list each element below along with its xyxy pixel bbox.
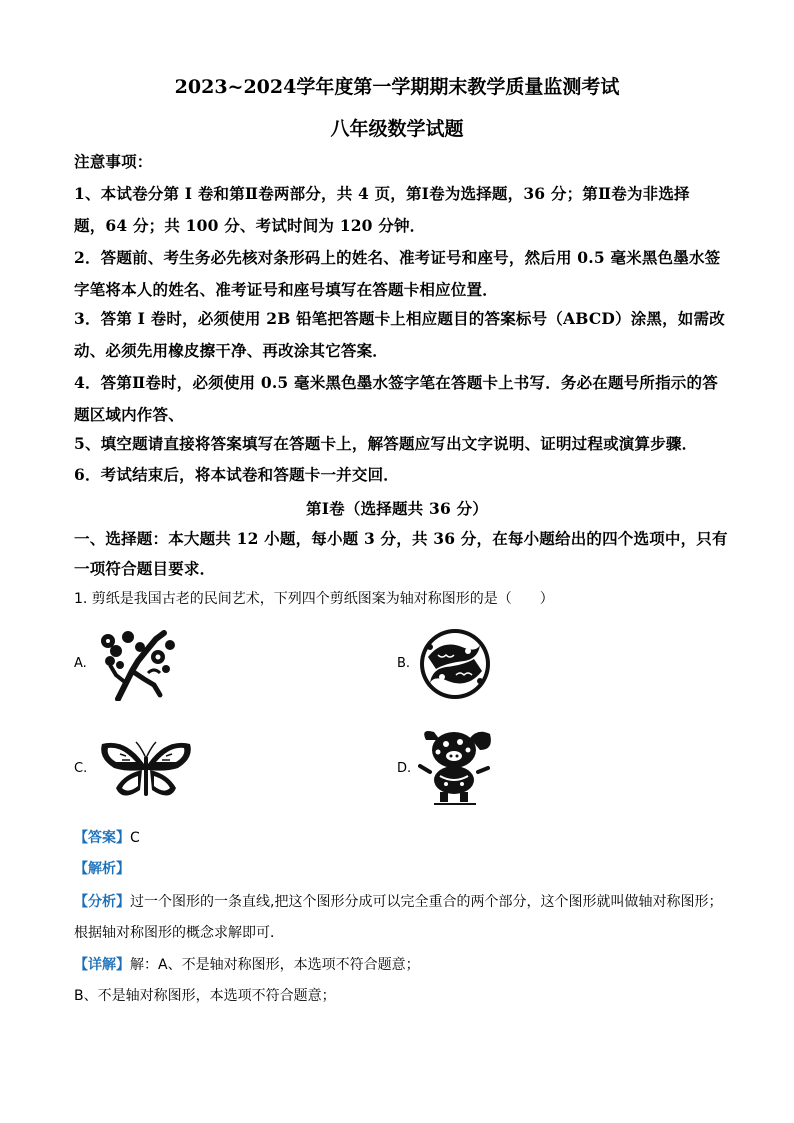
option-d-label: D. [397, 761, 412, 776]
notice-line: 字笔将本人的姓名、准考证号和座号填写在答题卡相应位置． [74, 280, 498, 299]
notice-line: 题，64 分；共 100 分、考试时间为 120 分钟． [74, 216, 426, 235]
part-heading: 一项符合题目要求． [74, 559, 216, 578]
flower-branch-papercut-icon [98, 625, 180, 701]
analysis-sub-tag: 【分析】 [74, 894, 130, 910]
twin-fish-papercut-icon [418, 627, 492, 701]
pig-papercut-icon [418, 726, 494, 806]
option-c-label: C. [74, 761, 88, 776]
option-b-label: B. [397, 656, 411, 671]
analysis-line [74, 891, 734, 911]
analysis-tag: 【解析】 [74, 861, 130, 877]
notice-line: 3．答第 I 卷时，必须使用 2B 铅笔把答题卡上相应题目的答案标号（ABCD）涂黑，如需改 [74, 309, 725, 328]
notice-line: 4．答第Ⅱ卷时，必须使用 0.5 毫米黑色墨水签字笔在答题卡上书写．务必在题号所指示的答 [74, 373, 718, 392]
answer-value: C [130, 830, 140, 846]
detail-text: 解：A、不是轴对称图形，本选项不符合题意； [130, 957, 420, 973]
option-a-label: A. [74, 656, 87, 671]
detail-line [74, 954, 734, 974]
question-text: 1. 剪纸是我国古老的民间艺术，下列四个剪纸图案为轴对称图形的是（ ） [74, 591, 554, 607]
answer-line [74, 827, 734, 847]
notice-line: 6．考试结束后，将本试卷和答题卡一并交回． [74, 465, 399, 484]
notice-line: 5、填空题请直接将答案填写在答题卡上，解答题应写出文字说明、证明过程或演算步骤． [74, 434, 698, 453]
part-heading: 一、选择题：本大题共 12 小题，每小题 3 分，共 36 分，在每小题给出的四个选项中，只有 [74, 529, 728, 548]
analysis-heading [74, 858, 734, 878]
exam-title: 2023~2024学年度第一学期期末教学质量监测考试 [174, 76, 620, 98]
section-title: 第Ⅰ卷（选择题共 36 分） [306, 499, 488, 518]
detail-line: B、不是轴对称图形，本选项不符合题意； [74, 988, 336, 1004]
notice-heading: 注意事项： [74, 152, 153, 171]
answer-tag: 【答案】 [74, 830, 130, 846]
analysis-line: 根据轴对称图形的概念求解即可． [74, 925, 284, 941]
analysis-text: 过一个图形的一条直线,把这个图形分成可以完全重合的两个部分，这个图形就叫做轴对称图形； [130, 894, 723, 910]
notice-line: 2．答题前、考生务必先核对条形码上的姓名、准考证号和座号，然后用 0.5 毫米黑色墨水签 [74, 248, 721, 267]
notice-line: 题区域内作答、 [74, 405, 184, 424]
butterfly-papercut-icon [96, 736, 196, 806]
detail-tag: 【详解】 [74, 957, 130, 973]
notice-line: 1、本试卷分第 I 卷和第Ⅱ卷两部分，共 4 页，第Ⅰ卷为选择题，36 分；第Ⅱ卷为非选择 [74, 184, 690, 203]
notice-line: 动、必须先用橡皮擦干净、再改涂其它答案． [74, 341, 389, 360]
exam-subtitle: 八年级数学试题 [330, 118, 464, 140]
